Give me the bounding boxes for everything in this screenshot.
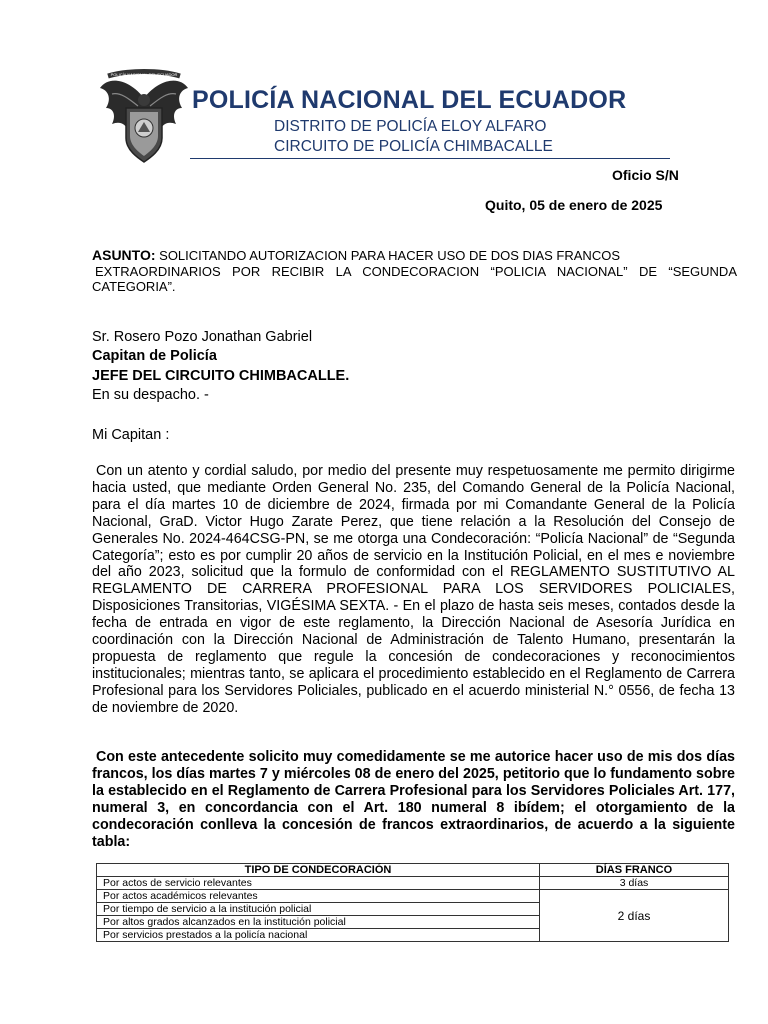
table-header-row xyxy=(97,864,729,877)
police-crest-logo xyxy=(98,68,190,166)
subject-label: ASUNTO: xyxy=(92,247,156,263)
oficio-number: Oficio S/N xyxy=(612,167,679,183)
row-tipo: Por tiempo de servicio a la institución policial xyxy=(97,903,540,916)
row-tipo: Por altos grados alcanzados en la institución policial xyxy=(97,916,540,929)
subject-block xyxy=(92,248,737,295)
crest-ribbon-text: POLICÍA NACIONAL DEL ECUADOR xyxy=(110,72,178,77)
row-tipo: Por servicios prestados a la policía nacional xyxy=(97,929,540,942)
body-paragraph-2: Con este antecedente solicito muy comedidamente se me autorice hacer uso de mis dos días francos, los días martes 7 y miércoles 08 de enero del 2025, petitorio que lo fundamento sobre la establecido en el Reglamento de Carrera Profesional para los Servidores Policiales Art. 177, numeral 3, en concordancia con el Art. 180 numeral 8 ibídem; el otorgamiento de la condecoración conlleva la concesión de francos extraordinarios, de acuerdo a la siguiente tabla: xyxy=(92,749,735,850)
salutation: Mi Capitan : xyxy=(92,427,170,443)
recipient-office: En su despacho. - xyxy=(92,387,209,403)
table-row xyxy=(97,890,729,903)
recipient-rank: Capitan de Policía xyxy=(92,348,217,364)
header-dias: DÍAS FRANCO xyxy=(540,864,729,877)
subject-line-1: SOLICITANDO AUTORIZACION PARA HACER USO DE DOS DIAS FRANCOS xyxy=(155,248,620,263)
subject-line-2: EXTRAORDINARIOS POR RECIBIR LA CONDECORACION “POLICIA NACIONAL” DE “SEGUNDA CATEGORIA”. xyxy=(92,263,737,294)
district-name: DISTRITO DE POLICÍA ELOY ALFARO xyxy=(274,118,547,135)
circuit-name: CIRCUITO DE POLICÍA CHIMBACALLE xyxy=(274,138,553,155)
row-dias: 3 días xyxy=(540,877,729,890)
header-divider xyxy=(190,158,670,159)
body-paragraph-1: Con un atento y cordial saludo, por medio del presente muy respetuosamente me permito dirigirme hacia usted, que mediante Orden General No. 235, del Comando General de la Policía Nacional, para el día martes 10 de diciembre de 2024, firmada por mi Comandante General de la Policía Nacional, GraD. Victor Hugo Zarate Perez, que tiene relación a la Resolución del Consejo de Generales No. 2024-464CSG-PN, se me otorga una Condecoración: “Policía Nacional” de “Segunda Categoría”; esto es por cumplir 20 años de servicio en la Institución Policial, en el mes e noviembre del año 2023, solicitud que la formulo de conformidad con el REGLAMENTO SUSTITUTIVO AL REGLAMENTO DE CARRERA PROFESIONAL PARA LOS SERVIDORES POLICIALES, Disposiciones Transitorias, VIGÉSIMA SEXTA. - En el plazo de hasta seis meses, contados desde la fecha de entrada en vigor de este reglamento, la Dirección Nacional de Asesoría Jurídica en coordinación con la Dirección Nacional de Administración de Talento Humano, presentarán la propuesta de reglamento que regule la concesión de condecoraciones y reconocimientos institucionales; mientras tanto, se aplicara el procedimiento establecido en el Reglamento de Carrera Profesional para los Servidores Policiales, publicado en el acuerdo ministerial N.° 0556, de fecha 13 de noviembre de 2020. xyxy=(92,463,735,716)
row-tipo: Por actos académicos relevantes xyxy=(97,890,540,903)
condecoration-table xyxy=(96,863,729,942)
document-date: Quito, 05 de enero de 2025 xyxy=(485,197,663,213)
row-dias-merged: 2 días xyxy=(540,890,729,942)
table-row xyxy=(97,877,729,890)
row-tipo: Por actos de servicio relevantes xyxy=(97,877,540,890)
header-tipo: TIPO DE CONDECORACIÓN xyxy=(97,864,540,877)
recipient-position: JEFE DEL CIRCUITO CHIMBACALLE. xyxy=(92,368,350,384)
institution-title: POLICÍA NACIONAL DEL ECUADOR xyxy=(192,86,627,114)
recipient-name: Sr. Rosero Pozo Jonathan Gabriel xyxy=(92,329,313,345)
